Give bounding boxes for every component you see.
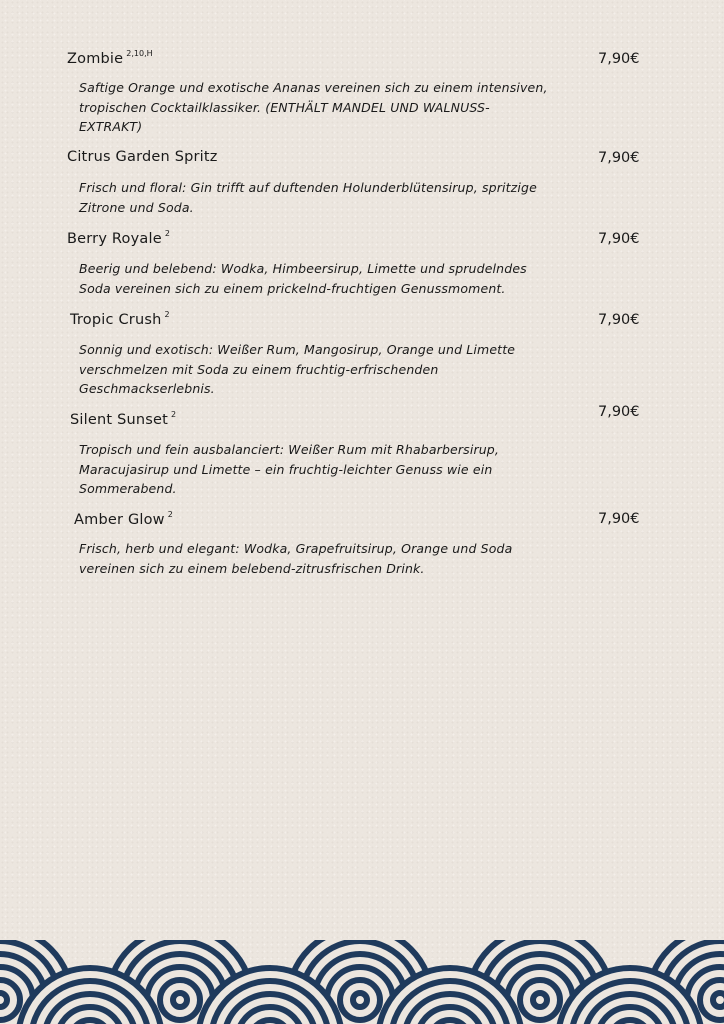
item-description: Tropisch und fein ausbalanciert: Weißer Rum mit Rhabarbersirup, Maracujasirup und Limette – ein fruchtig-leichter Genuss wie ein Sommerabend. (79, 442, 500, 496)
item-price: 7,90€ (598, 51, 640, 67)
item-name: Tropic Crush $^2$ (70, 310, 170, 328)
item-description: Sonnig und exotisch: Weißer Rum, Mangosirup, Orange und Limette verschmelzen mit Soda zu einem fruchtig-erfrischenden Geschmackserlebnis. (79, 342, 516, 396)
allergen-codes: 2 (164, 229, 170, 238)
item-price: 7,90€ (598, 404, 640, 420)
allergen-codes: 2 (167, 510, 173, 519)
item-name: Silent Sunset $^2$ (70, 410, 177, 428)
wave-pattern-decoration (0, 940, 724, 1024)
item-price: 7,90€ (598, 150, 640, 166)
allergen-codes: 2 (171, 410, 177, 419)
item-name: Amber Glow $^2$ (74, 510, 173, 528)
item-description: Beerig und belebend: Wodka, Himbeersirup, Limette und sprudelndes Soda vereinen sich zu einem prickelnd-fruchtigen Genussmoment. (79, 261, 527, 296)
item-name: Berry Royale $^2$ (67, 229, 170, 247)
allergen-codes: 2,10,H (126, 49, 153, 58)
item-description: Frisch und floral: Gin trifft auf duftenden Holunderblütensirup, spritzige Zitrone und Soda. (79, 180, 537, 215)
allergen-codes: 2 (164, 310, 170, 319)
item-description: Frisch, herb und elegant: Wodka, Grapefruitsirup, Orange und Soda vereinen sich zu einem belebend-zitrusfrischen Drink. (79, 541, 513, 576)
item-name: Zombie $^{2,10,H}$ (67, 49, 153, 67)
item-description: Saftige Orange und exotische Ananas vereinen sich zu einem intensiven, tropischen Cocktailklassiker. (ENTHÄLT MANDEL UND WALNUSS- EXTRAKT) (79, 80, 548, 134)
item-price: 7,90€ (598, 312, 640, 328)
item-name: Citrus Garden Spritz (67, 149, 218, 165)
item-price: 7,90€ (598, 231, 640, 247)
item-price: 7,90€ (598, 511, 640, 527)
